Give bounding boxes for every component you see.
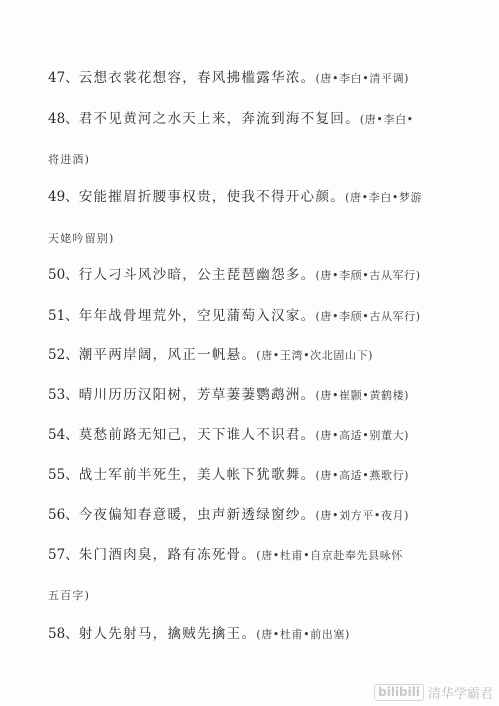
poem-line-48 (48, 110, 468, 129)
poem-source-continued: 将进酒) (48, 153, 91, 166)
entry-number: 57、 (48, 547, 79, 563)
bilibili-logo-icon: bilibili (374, 684, 424, 701)
poem-source-continued: 五百字) (48, 589, 91, 602)
entry-number: 49、 (48, 189, 79, 205)
poem-text: 今夜偏知春意暖，虫声新透绿窗纱。 (78, 507, 316, 523)
watermark-text: 清华学霸君 (427, 686, 493, 702)
poem-line-52 (48, 346, 468, 365)
poem-text: 云想衣裳花想容，春风拂槛露华浓。 (78, 70, 316, 86)
entry-number: 53、 (48, 387, 79, 403)
poem-line-57-continued (48, 586, 468, 605)
poem-source: (唐•刘方平•夜月) (315, 509, 410, 522)
poem-text: 君不见黄河之水天上来，奔流到海不复回。 (78, 111, 360, 127)
poem-line-54 (48, 426, 468, 445)
poem-source: (唐•杜甫•前出塞) (256, 628, 350, 641)
entry-number: 56、 (48, 507, 79, 523)
poem-source: (唐•李颀•古从军行) (315, 269, 421, 282)
entry-number: 51、 (48, 308, 79, 324)
poem-text: 莫愁前路无知己，天下谁人不识君。 (78, 427, 316, 443)
entry-number: 55、 (48, 467, 79, 483)
watermark (374, 682, 493, 702)
poem-line-48-continued (48, 150, 468, 169)
poem-source-continued: 天姥吟留别) (48, 232, 115, 245)
entry-number: 58、 (48, 626, 79, 642)
poem-text: 朱门酒肉臭，路有冻死骨。 (78, 547, 257, 563)
entry-number: 50、 (48, 267, 79, 283)
poem-text: 潮平两岸阔，风正一帆悬。 (78, 347, 257, 363)
poem-text: 行人刁斗风沙暗，公主琵琶幽怨多。 (78, 267, 316, 283)
poem-source: (唐•杜甫•自京赴奉先县咏怀 (256, 549, 403, 562)
poem-source: (唐•李颀•古从军行) (315, 310, 421, 323)
poem-source: (唐•李白•清平调) (315, 72, 410, 85)
poem-text: 安能摧眉折腰事权贵，使我不得开心颜。 (78, 189, 346, 205)
poem-line-49 (48, 188, 468, 207)
poem-source: (唐•王湾•次北固山下) (256, 349, 374, 362)
poem-source: (唐•李白•梦游 (345, 191, 423, 204)
entry-number: 48、 (48, 111, 79, 127)
poem-line-58 (48, 625, 468, 644)
entry-number: 54、 (48, 427, 79, 443)
poem-text: 射人先射马，擒贼先擒王。 (78, 626, 257, 642)
poem-line-51 (48, 307, 468, 326)
entry-number: 47、 (48, 70, 79, 86)
poem-source: (唐•高适•燕歌行) (315, 469, 410, 482)
poem-source: (唐•崔颢•黄鹤楼) (315, 389, 410, 402)
poem-line-57 (48, 546, 468, 565)
entry-number: 52、 (48, 347, 79, 363)
poem-text: 晴川历历汉阳树，芳草萋萋鹦鹉洲。 (78, 387, 316, 403)
poem-line-55 (48, 466, 468, 485)
poem-text: 战士军前半死生，美人帐下犹歌舞。 (78, 467, 316, 483)
poem-source: (唐•李白• (359, 113, 414, 126)
poem-line-53 (48, 386, 468, 405)
poem-source: (唐•高适•别董大) (315, 429, 410, 442)
poem-line-50 (48, 266, 468, 285)
poem-line-49-continued (48, 229, 468, 248)
poem-line-47 (48, 69, 468, 88)
poem-text: 年年战骨埋荒外，空见蒲萄入汉家。 (78, 308, 316, 324)
poem-line-56 (48, 506, 468, 525)
